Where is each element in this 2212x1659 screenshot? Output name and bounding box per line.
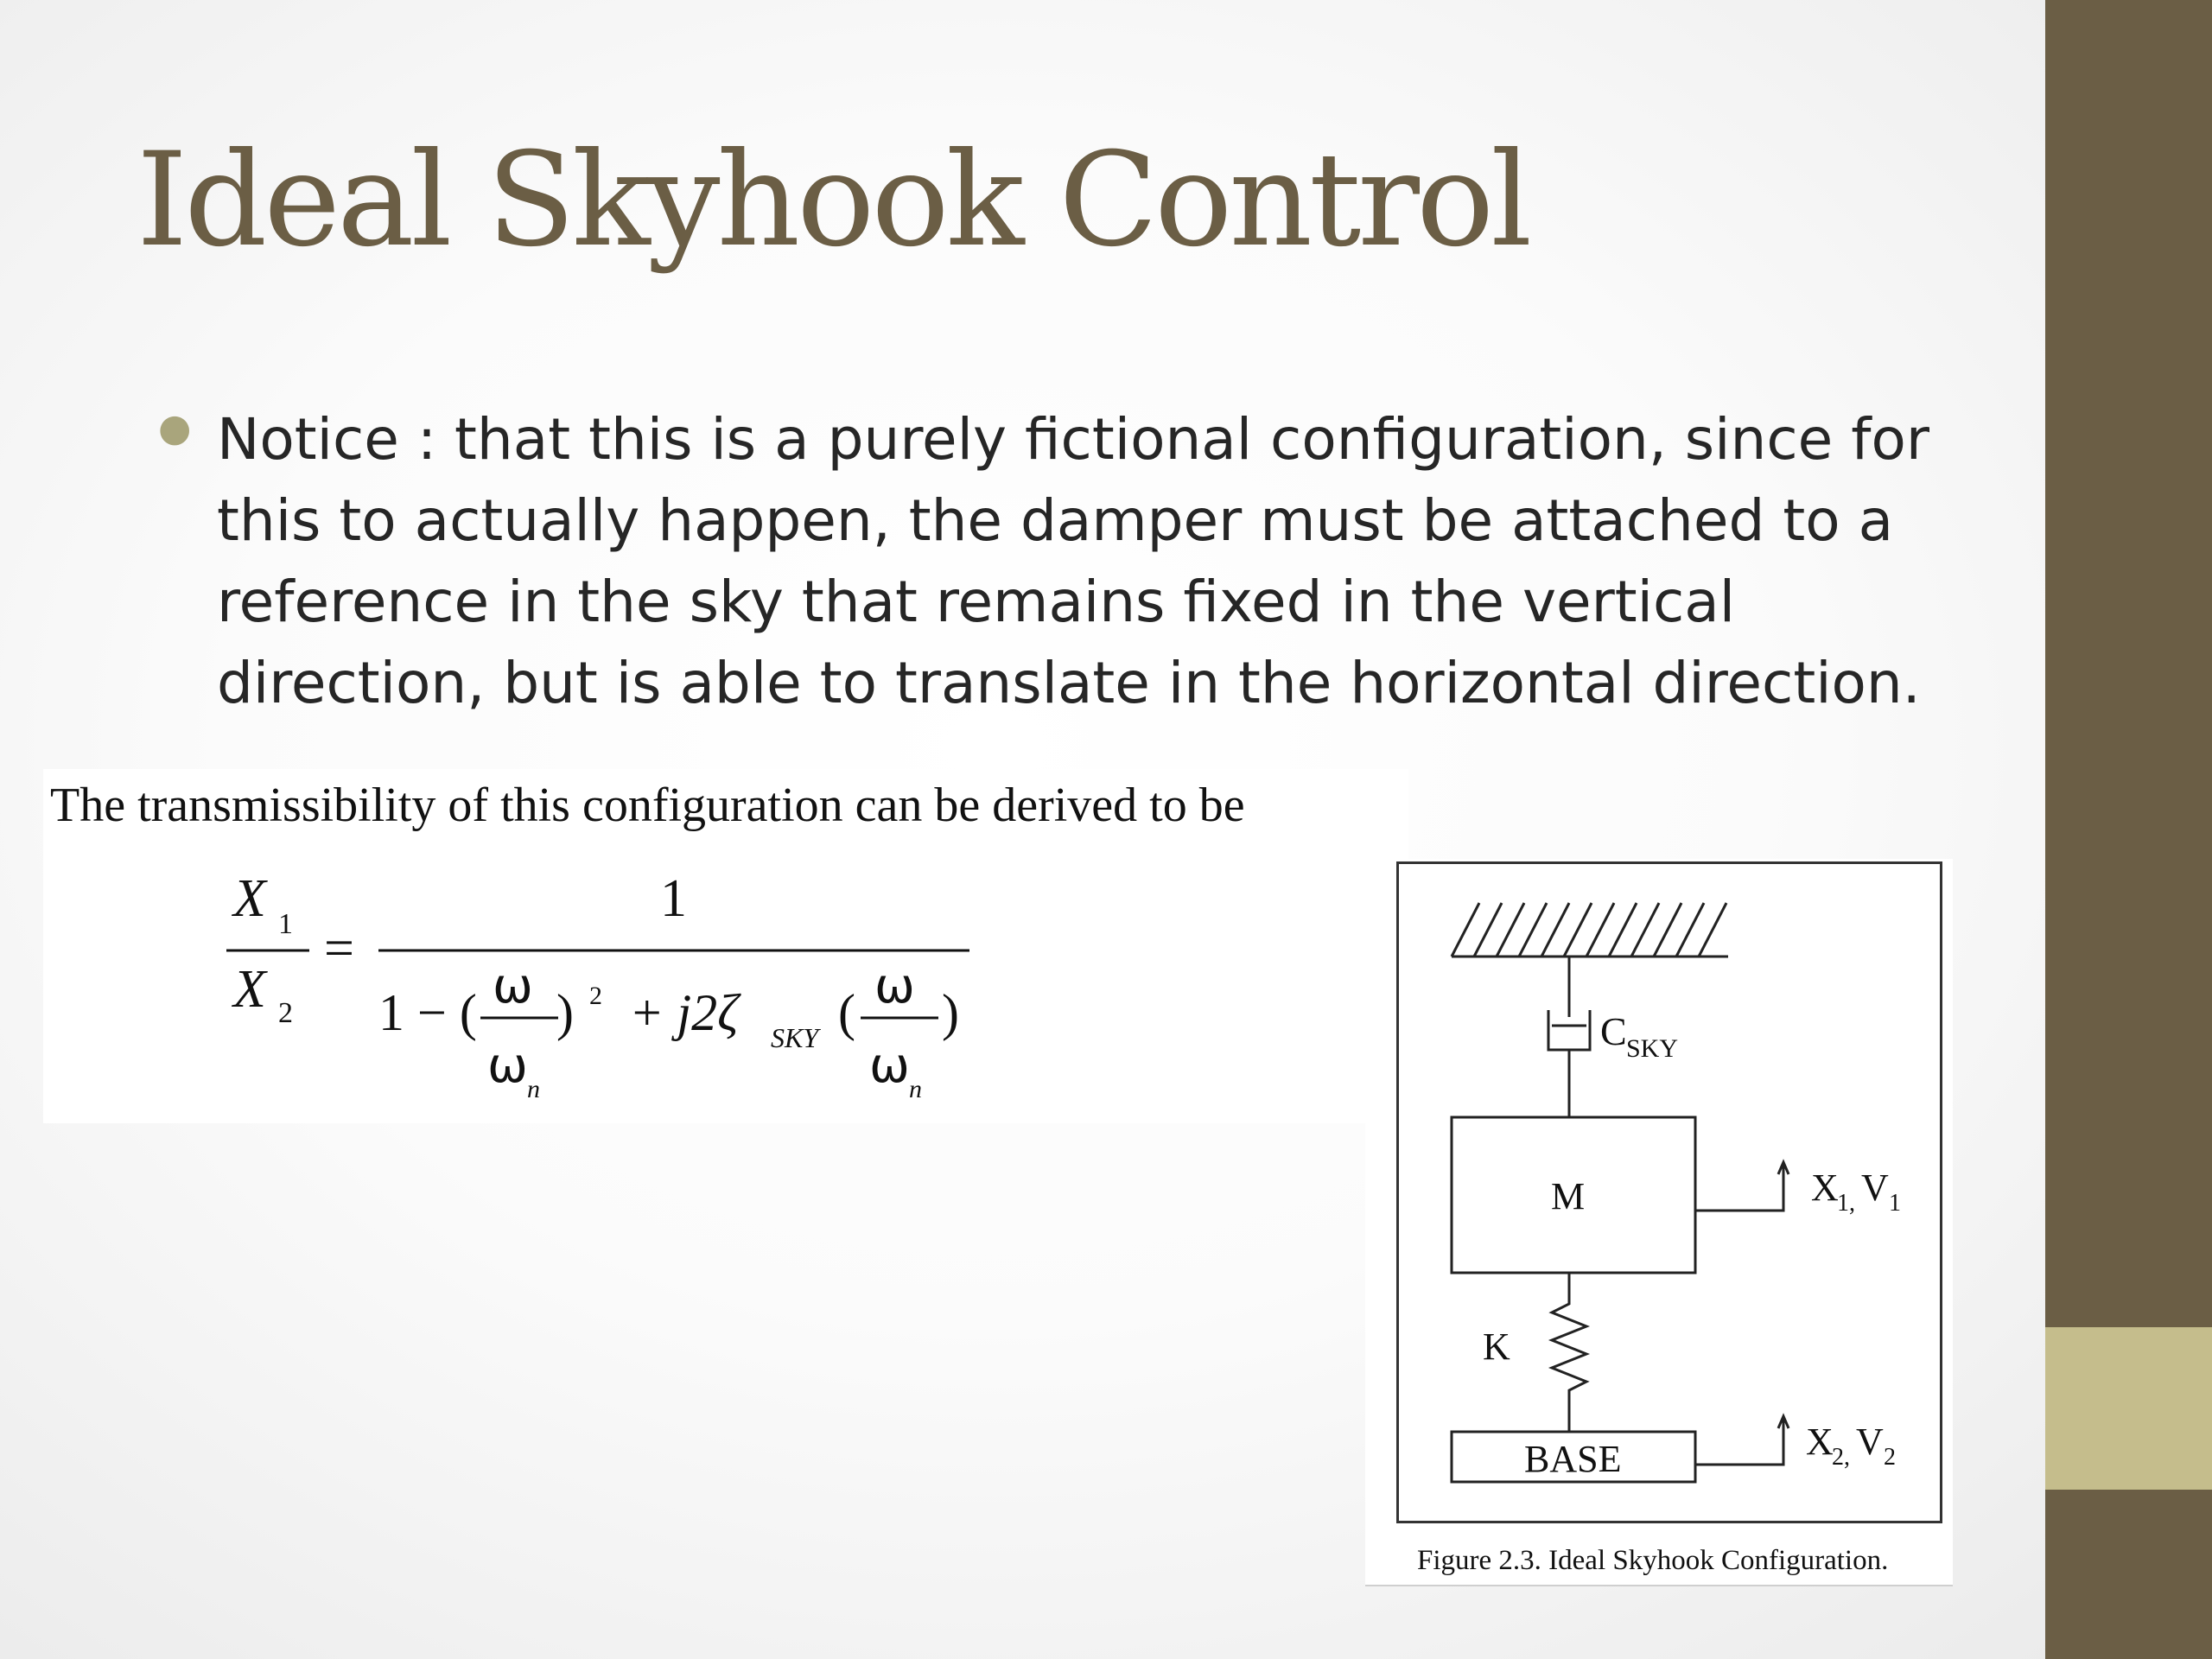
equals-sign: =: [324, 919, 354, 978]
bullet-text: Notice : that this is a purely fictional configuration, since for this to actually happen, the damper must be attached to a reference in the sky that remains fixed in the vertical direction, but is able to translate in the horizontal direction.: [217, 406, 1929, 716]
x1-arrow-icon: [1695, 1164, 1783, 1211]
figure-caption: Figure 2.3. Ideal Skyhook Configuration.: [1417, 1545, 1889, 1576]
exponent-two: 2: [589, 982, 602, 1010]
spring-label: K: [1483, 1325, 1510, 1368]
lhs-numerator: X: [233, 869, 266, 928]
x2-arrow-icon: [1695, 1418, 1783, 1465]
one-minus: 1 − (: [378, 984, 477, 1041]
side-bar-accent: [2045, 1327, 2212, 1490]
equation-intro: The transmissibility of this configuration can be derived to be: [50, 779, 1245, 832]
damper-label: C: [1600, 1009, 1627, 1053]
x1-sub: 1,: [1837, 1190, 1855, 1217]
sky-hatch-icon: [1452, 903, 1728, 957]
damper-sub: SKY: [1626, 1034, 1679, 1063]
v1-label: V: [1861, 1166, 1889, 1209]
x2-sub: 2,: [1832, 1444, 1850, 1471]
omega-top-2: ω: [874, 958, 915, 1014]
transmissibility-equation: [207, 855, 1011, 1123]
sky-sub: SKY: [771, 1022, 819, 1053]
omega-n-bottom: ω: [487, 1038, 528, 1094]
omega-n-bottom-2: ω: [869, 1038, 910, 1094]
rhs-numerator: 1: [660, 869, 687, 928]
close-paren: ): [556, 984, 574, 1041]
base-label: BASE: [1524, 1438, 1622, 1480]
spring-icon: [1552, 1273, 1586, 1432]
figure-divider: [1365, 1585, 1953, 1586]
plus-j-zeta: + j2ζ: [629, 984, 739, 1041]
open-paren: (: [838, 984, 855, 1041]
omega-n-sub-2: n: [909, 1075, 922, 1103]
lhs-denominator: X: [233, 960, 266, 1019]
bullet-dot-icon: ●: [158, 406, 192, 450]
damper-icon: [1548, 957, 1590, 1117]
skyhook-diagram: [1396, 861, 1942, 1523]
v2-label: V: [1856, 1421, 1884, 1463]
omega-n-sub: n: [527, 1075, 540, 1103]
mass-label: M: [1551, 1175, 1586, 1217]
x1-label: X: [1811, 1166, 1839, 1209]
x2-label: X: [1806, 1421, 1834, 1463]
close-paren-2: ): [942, 984, 959, 1041]
v2-sub: 2: [1884, 1444, 1896, 1471]
v1-sub: 1: [1889, 1190, 1901, 1217]
lhs-denominator-sub: 2: [278, 997, 293, 1029]
omega-top: ω: [493, 958, 533, 1014]
slide-title: Ideal Skyhook Control: [137, 125, 1529, 276]
lhs-numerator-sub: 1: [278, 908, 293, 940]
